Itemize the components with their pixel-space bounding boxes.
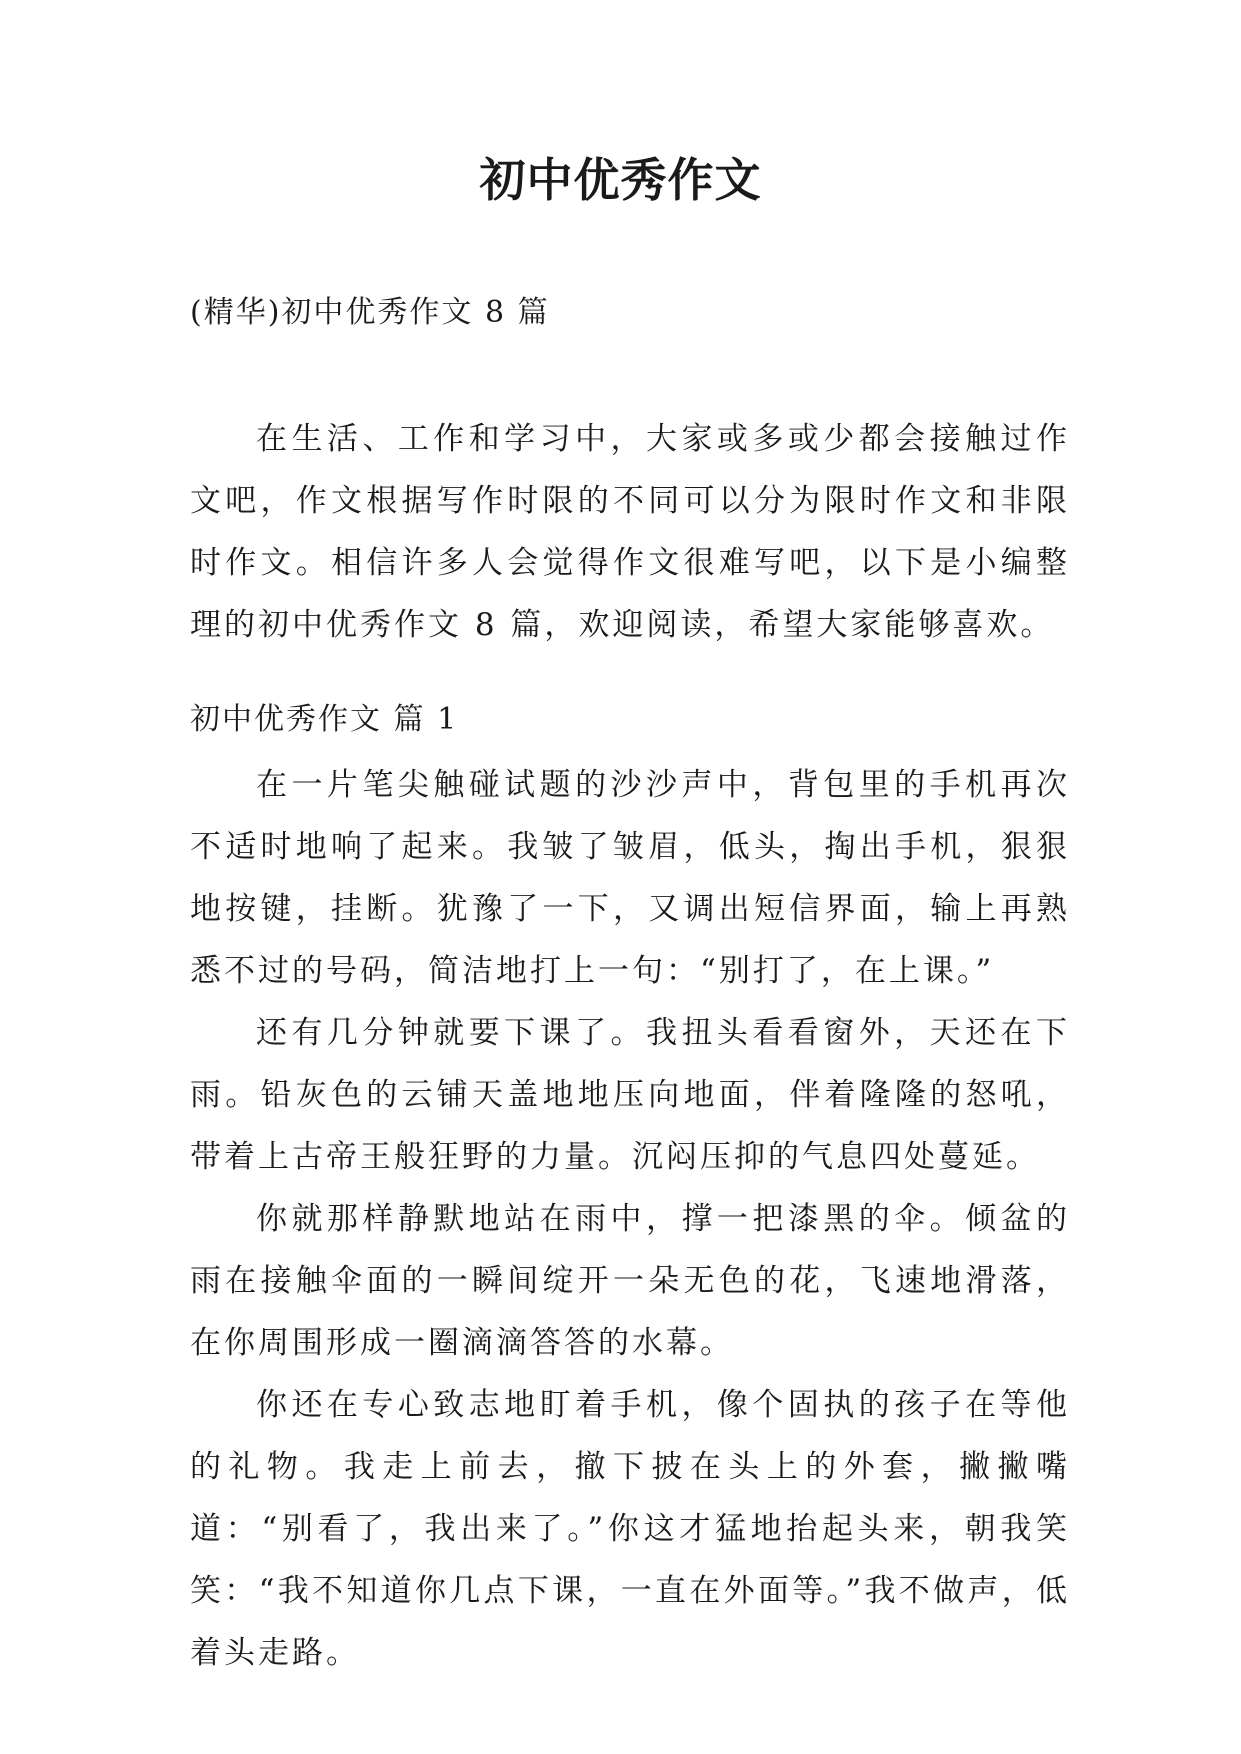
document-title: 初中优秀作文 (479, 153, 762, 207)
essay-body (190, 754, 1070, 1684)
essay-paragraph: 还有几分钟就要下课了。我扭头看看窗外，天还在下雨。铅灰色的云铺天盖地地压向地面，伴着隆隆的怒吼，带着上古帝王般狂野的力量。沉闷压抑的气息四处蔓延。 (190, 1015, 1070, 1175)
essay-paragraph: 你还在专心致志地盯着手机，像个固执的孩子在等他的礼物。我走上前去，撤下披在头上的外套，撇撇嘴道：“别看了，我出来了。”你这才猛地抬起头来，朝我笑笑：“我不知道你几点下课，一直在外面等。”我不做声，低着头走路。 (190, 1387, 1070, 1671)
document-subtitle: (精华)初中优秀作文 8 篇 (190, 295, 550, 330)
intro-paragraph: 在生活、工作和学习中，大家或多或少都会接触过作文吧，作文根据写作时限的不同可以分为限时作文和非限时作文。相信许多人会觉得作文很难写吧，以下是小编整理的初中优秀作文 8 篇，欢迎阅读，希望大家能够喜欢。 (190, 421, 1070, 643)
essay-paragraph: 你就那样静默地站在雨中，撑一把漆黑的伞。倾盆的雨在接触伞面的一瞬间绽开一朵无色的花，飞速地滑落，在你周围形成一圈滴滴答答的水幕。 (190, 1201, 1070, 1361)
section-heading: 初中优秀作文 篇 1 (190, 702, 459, 737)
essay-paragraph: 在一片笔尖触碰试题的沙沙声中，背包里的手机再次不适时地响了起来。我皱了皱眉，低头，掏出手机，狠狠地按键，挂断。犹豫了一下，又调出短信界面，输上再熟悉不过的号码，简洁地打上一句：“别打了，在上课。” (190, 767, 1070, 989)
